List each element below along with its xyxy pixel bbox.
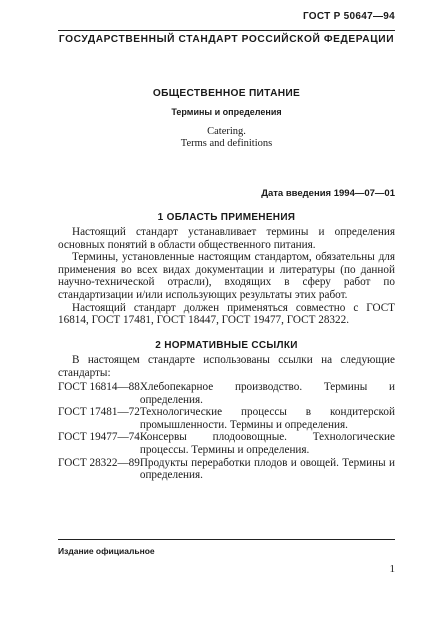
page-number: 1 bbox=[389, 563, 395, 575]
section-2-heading: 2 НОРМАТИВНЫЕ ССЫЛКИ bbox=[155, 340, 298, 351]
edition-label: Издание официальное bbox=[58, 546, 155, 556]
reference-title: Технологические процессы в кондитерской промышленности. Термины и определения. bbox=[139, 406, 395, 431]
document-subtitle: Термины и определения bbox=[171, 107, 282, 117]
reference-code: ГОСТ 28322—89 bbox=[58, 456, 140, 469]
reference-code: ГОСТ 16814—88 bbox=[58, 381, 140, 393]
section-2-intro-text: В настоящем стандарте использованы ссылки на следующие стандарты: bbox=[58, 354, 395, 379]
standard-title: ГОСУДАРСТВЕННЫЙ СТАНДАРТ РОССИЙСКОЙ ФЕДЕРАЦИИ bbox=[58, 34, 395, 45]
reference-code: ГОСТ 19477—74 bbox=[58, 431, 140, 444]
reference-item bbox=[58, 406, 395, 431]
english-title-line2: Terms and definitions bbox=[180, 138, 273, 149]
section-1-heading: 1 ОБЛАСТЬ ПРИМЕНЕНИЯ bbox=[157, 212, 296, 223]
footer-rule bbox=[58, 539, 395, 540]
english-title-line1: Catering. bbox=[207, 126, 246, 137]
section-1-paragraph: Настоящий стандарт устанавливает термины и определения основных понятий в области общественного питания. bbox=[58, 226, 395, 251]
normative-references-list bbox=[58, 381, 395, 482]
reference-item bbox=[58, 431, 395, 456]
english-title bbox=[58, 126, 395, 150]
document-code: ГОСТ Р 50647—94 bbox=[302, 11, 395, 22]
reference-title: Хлебопекарное производство. Термины и определения. bbox=[139, 381, 395, 406]
header-rule bbox=[58, 30, 395, 31]
section-1-paragraph: Настоящий стандарт должен применяться совместно с ГОСТ 16814, ГОСТ 17481, ГОСТ 18447, ГОСТ 19477, ГОСТ 28322. bbox=[58, 301, 395, 327]
reference-item bbox=[58, 381, 395, 406]
document-title: ОБЩЕСТВЕННОЕ ПИТАНИЕ bbox=[152, 88, 301, 99]
introduction-date: Дата введения 1994—07—01 bbox=[261, 188, 395, 199]
reference-code: ГОСТ 17481—72 bbox=[58, 406, 140, 419]
section-2-intro bbox=[58, 354, 395, 379]
reference-item bbox=[58, 457, 395, 482]
reference-title: Продукты переработки плодов и овощей. Термины и определения. bbox=[139, 456, 395, 482]
reference-title: Консервы плодоовощные. Технологические процессы. Термины и определения. bbox=[139, 431, 395, 456]
section-1-body bbox=[58, 226, 395, 327]
section-1-paragraph: Термины, установленные настоящим стандартом, обязательны для применения во всех видах документации и литературы (по данной научно-технической отрасли), входящих в сферу работ по стандартизации и/или использующих результаты этих работ. bbox=[58, 251, 395, 301]
